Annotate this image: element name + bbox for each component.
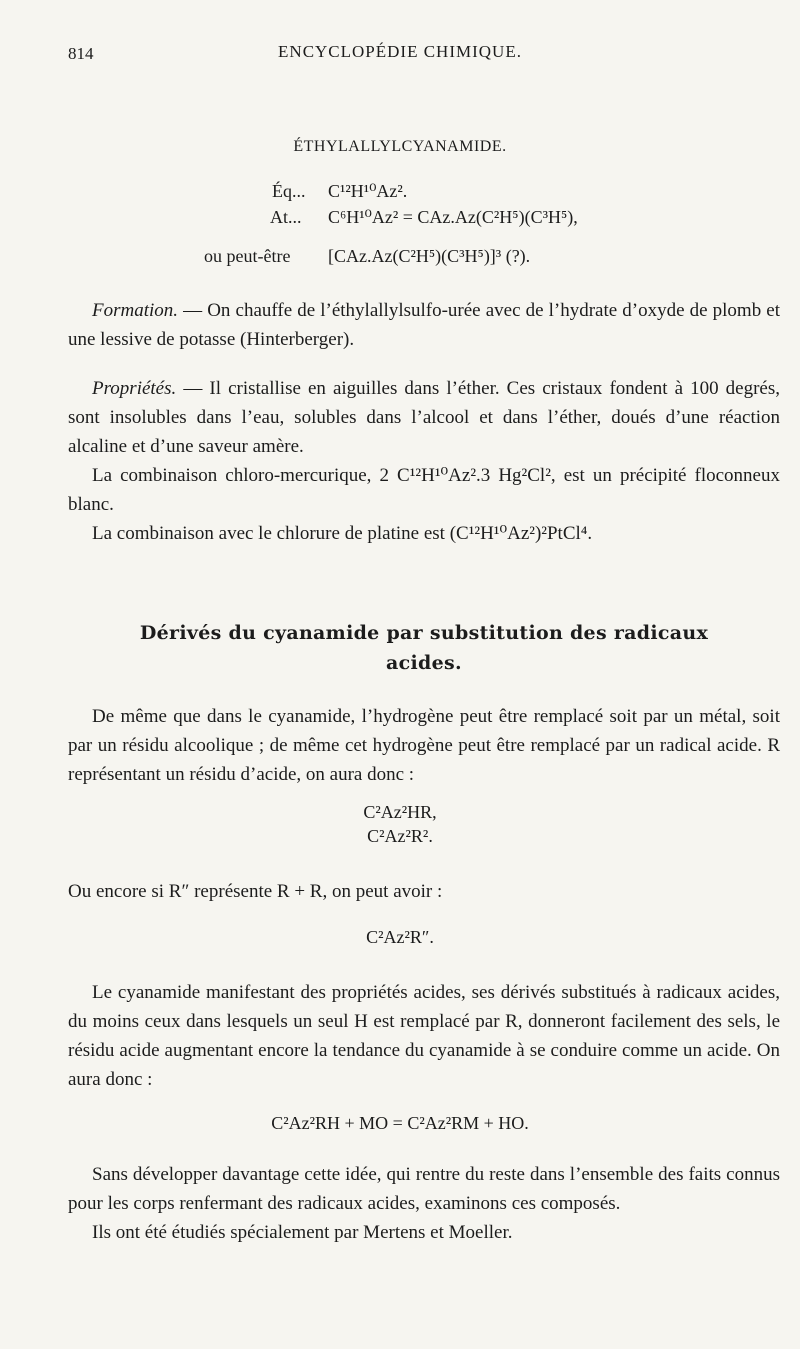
intro-paragraph: De même que dans le cyanamide, l’hydrogène peut être remplacé soit par un métal, soit par un résidu alcoolique ; de même cet hydrogène peut être remplacé par un radical acide. R représentant un résidu d’acide, on aura donc :	[68, 706, 780, 785]
alternative-paragraph: Ou encore si R″ représente R + R, on peut avoir :	[68, 881, 443, 902]
conclusion-paragraph: Sans développer davantage cette idée, qui rentre du reste dans l’ensemble des faits connus pour les corps renfermant des radicaux acides, examinons ces composés.	[68, 1164, 780, 1214]
at-label: At...	[270, 207, 302, 227]
acid-properties-paragraph: Le cyanamide manifestant des propriétés acides, ses dérivés substitués à radicaux acides, du moins ceux dans lesquels un seul H est remplacé par R, donneront facilement des sels, le résidu acide augmentant encore la tendance du cyanamide à se conduire comme un acide. On aura donc :	[68, 982, 780, 1090]
formula-1: C²Az²HR,	[363, 802, 437, 822]
formation-text: — On chauffe de l’éthylallylsulfo-urée avec de l’hydrate d’oxyde de plomb et une lessive de potasse (Hinterberger).	[68, 300, 780, 350]
mercury-combination: La combinaison chloro-mercurique, 2 C¹²H¹⁰Az².3 Hg²Cl², est un précipité floconneux blanc.	[68, 465, 780, 515]
at-formula: C⁶H¹⁰Az² = CAz.Az(C²H⁵)(C³H⁵),	[328, 207, 578, 227]
conclusion-block	[68, 1160, 780, 1247]
formula-4: C²Az²RH + MO = C²Az²RM + HO.	[271, 1113, 529, 1133]
formula-3: C²Az²R″.	[366, 927, 434, 947]
eq-formula: C¹²H¹⁰Az².	[328, 181, 408, 201]
authors-paragraph: Ils ont été étudiés spécialement par Mertens et Moeller.	[92, 1222, 513, 1243]
properties-heading: Propriétés.	[92, 378, 177, 399]
compound-title: ÉTHYLALLYLCYANAMIDE.	[293, 138, 507, 155]
properties-text: — Il cristallise en aiguilles dans l’éther. Ces cristaux fondent à 100 degrés, sont insolubles dans l’eau, solubles dans l’alcool et dans l’éther, doués d’une réaction alcaline et d’une saveur amère.	[68, 378, 780, 457]
alt-label: ou peut-être	[204, 246, 291, 266]
page-number: 814	[68, 44, 94, 63]
eq-label: Éq...	[272, 181, 306, 201]
running-title: ENCYCLOPÉDIE CHIMIQUE.	[278, 42, 522, 61]
formation-heading: Formation.	[92, 300, 179, 321]
section-heading-line1: Dérivés du cyanamide par substitution des radicaux	[139, 622, 709, 644]
formula-2: C²Az²R².	[367, 826, 433, 846]
platinum-combination: La combinaison avec le chlorure de platine est (C¹²H¹⁰Az²)²PtCl⁴.	[92, 523, 593, 544]
section-heading-line2: acides.	[386, 652, 462, 674]
formation-paragraph	[68, 296, 780, 354]
properties-block	[68, 374, 780, 548]
alt-formula: [CAz.Az(C²H⁵)(C³H⁵)]³ (?).	[328, 246, 531, 266]
section-heading	[68, 618, 780, 678]
